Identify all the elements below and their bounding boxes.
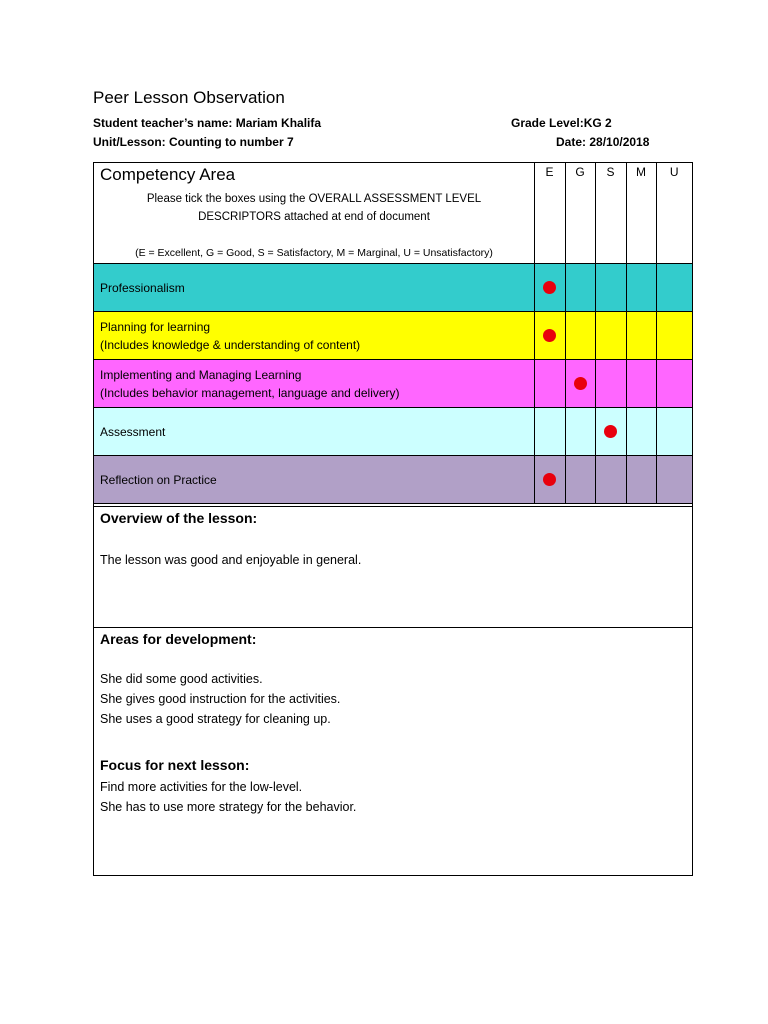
- rating-cell-e[interactable]: [534, 456, 565, 504]
- observation-form: [93, 162, 693, 876]
- rating-cell-e[interactable]: [534, 312, 565, 360]
- observation-date: Date: 28/10/2018: [556, 135, 650, 149]
- competency-description: (Includes behavior management, language and delivery): [100, 385, 400, 400]
- rating-cell-u[interactable]: [656, 312, 692, 360]
- focus-heading: Focus for next lesson:: [100, 757, 250, 773]
- competency-label: [94, 360, 534, 408]
- rating-cell-u[interactable]: [656, 456, 692, 504]
- rating-cell-s[interactable]: [595, 312, 626, 360]
- development-section: [94, 627, 692, 875]
- rating-cell-s[interactable]: [595, 264, 626, 312]
- focus-list: [100, 777, 356, 817]
- competency-name: Implementing and Managing Learning: [100, 367, 302, 382]
- competency-row: [94, 360, 692, 408]
- competency-name: Professionalism: [100, 280, 185, 295]
- student-teacher-name: Student teacher’s name: Mariam Khalifa: [93, 116, 322, 130]
- overview-text: The lesson was good and enjoyable in general.: [100, 553, 362, 567]
- rating-cell-m[interactable]: [626, 264, 656, 312]
- rating-cell-u[interactable]: [656, 264, 692, 312]
- development-item: She uses a good strategy for cleaning up.: [100, 712, 331, 726]
- rating-cell-e[interactable]: [534, 408, 565, 456]
- focus-item: Find more activities for the low-level.: [100, 780, 303, 794]
- focus-item: She has to use more strategy for the behavior.: [100, 800, 357, 814]
- rating-cell-u[interactable]: [656, 360, 692, 408]
- rating-cell-g[interactable]: [565, 264, 595, 312]
- competency-table: [94, 163, 692, 504]
- competency-name: Planning for learning: [100, 319, 211, 334]
- rating-legend: (E = Excellent, G = Good, S = Satisfactory, M = Marginal, U = Unsatisfactory): [135, 247, 493, 259]
- level-header-m: M: [626, 163, 656, 264]
- competency-name: Reflection on Practice: [100, 472, 217, 487]
- rating-mark-icon: [604, 425, 617, 438]
- rating-cell-m[interactable]: [626, 456, 656, 504]
- development-heading: Areas for development:: [100, 631, 257, 647]
- competency-label: [94, 408, 534, 456]
- instructions-line-1: Please tick the boxes using the OVERALL ASSESSMENT LEVEL: [146, 193, 482, 205]
- competency-header-row: [94, 163, 692, 264]
- rating-cell-s[interactable]: [595, 408, 626, 456]
- rating-mark-icon: [543, 281, 556, 294]
- level-header-s: S: [595, 163, 626, 264]
- rating-cell-g[interactable]: [565, 408, 595, 456]
- competency-description: (Includes knowledge & understanding of content): [100, 337, 361, 352]
- rating-cell-m[interactable]: [626, 360, 656, 408]
- rating-cell-s[interactable]: [595, 456, 626, 504]
- competency-row: [94, 408, 692, 456]
- competency-header-cell: [94, 163, 534, 264]
- grade-level: Grade Level:KG 2: [511, 116, 612, 130]
- competency-label: [94, 312, 534, 360]
- level-header-g: G: [565, 163, 595, 264]
- overview-section: [94, 506, 692, 627]
- overview-heading: Overview of the lesson:: [100, 510, 258, 526]
- rating-cell-g[interactable]: [565, 312, 595, 360]
- competency-label: [94, 456, 534, 504]
- competency-row: [94, 456, 692, 504]
- unit-lesson: Unit/Lesson: Counting to number 7: [93, 135, 294, 149]
- development-item: She gives good instruction for the activities.: [100, 692, 341, 706]
- page-title: Peer Lesson Observation: [93, 88, 285, 107]
- instructions-line-2: DESCRIPTORS attached at end of document: [198, 211, 430, 223]
- competency-label: [94, 264, 534, 312]
- development-item: She did some good activities.: [100, 672, 263, 686]
- development-list: [100, 669, 340, 729]
- rating-cell-g[interactable]: [565, 360, 595, 408]
- level-header-u: U: [656, 163, 692, 264]
- rating-mark-icon: [543, 473, 556, 486]
- rating-mark-icon: [574, 377, 587, 390]
- rating-cell-m[interactable]: [626, 408, 656, 456]
- rating-cell-g[interactable]: [565, 456, 595, 504]
- competency-area-title: Competency Area: [100, 165, 236, 184]
- instructions: [114, 190, 514, 226]
- rating-cell-s[interactable]: [595, 360, 626, 408]
- level-header-e: E: [534, 163, 565, 264]
- competency-row: [94, 264, 692, 312]
- competency-row: [94, 312, 692, 360]
- rating-cell-m[interactable]: [626, 312, 656, 360]
- rating-mark-icon: [543, 329, 556, 342]
- rating-cell-e[interactable]: [534, 264, 565, 312]
- rating-cell-e[interactable]: [534, 360, 565, 408]
- rating-cell-u[interactable]: [656, 408, 692, 456]
- competency-name: Assessment: [100, 424, 166, 439]
